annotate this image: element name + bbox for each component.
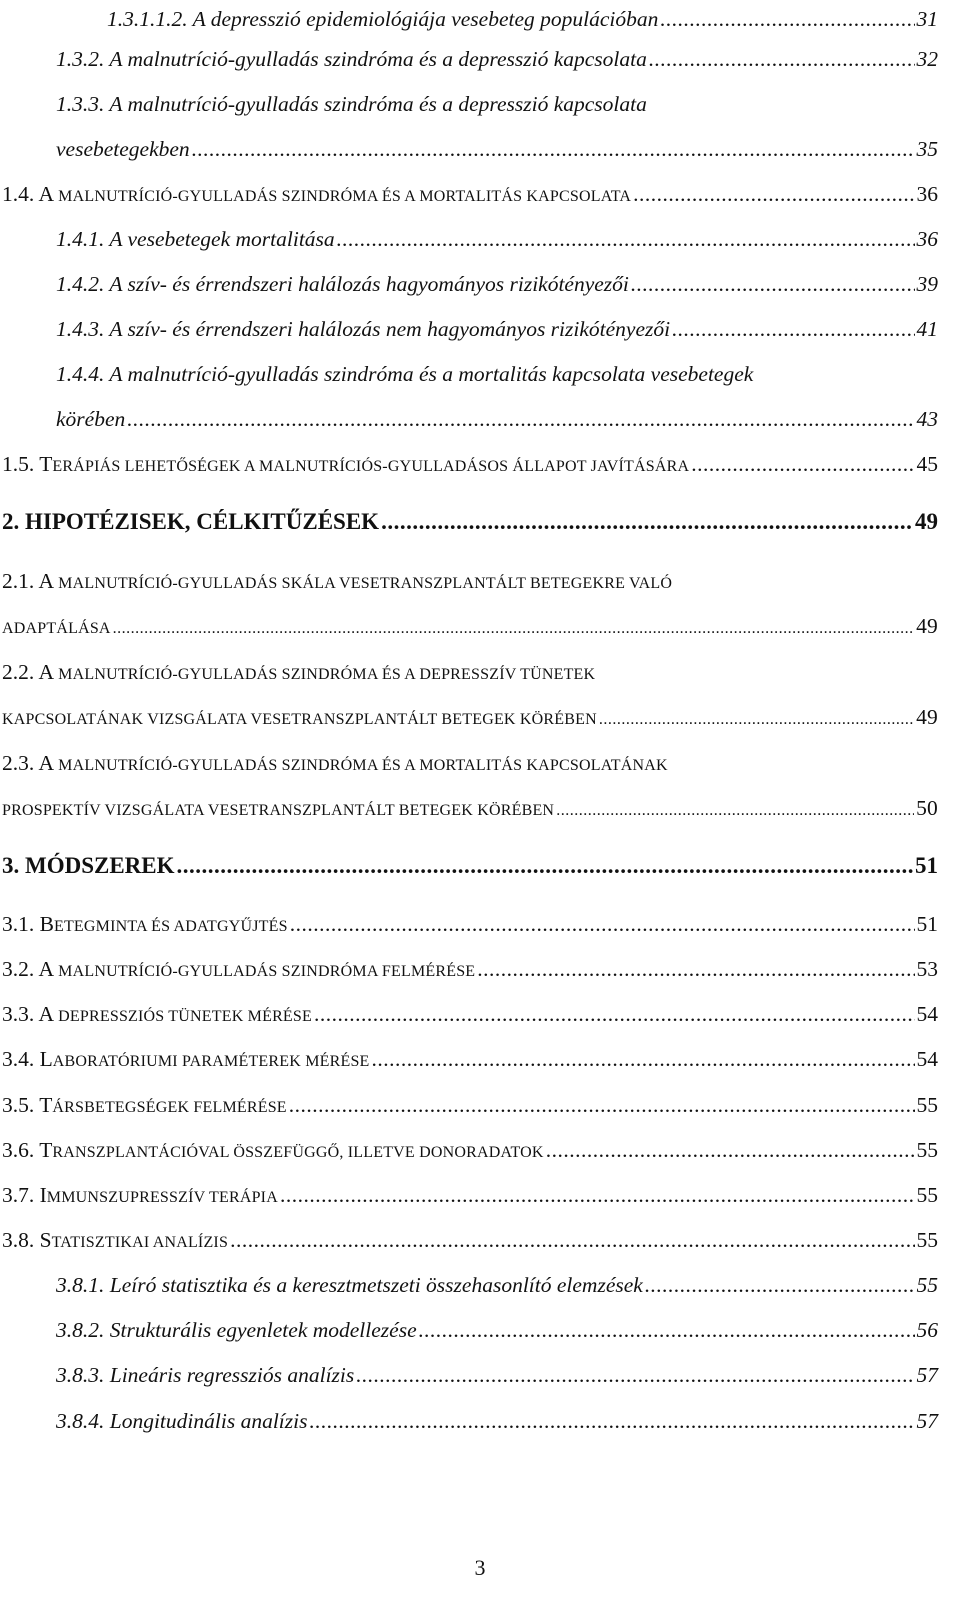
toc-entry[interactable]: körében ..... 43 xyxy=(56,402,938,436)
toc-entry[interactable]: 1.4.2. A szív- és érrendszeri halálozás hagyományos rizikótényezői ..... 39 xyxy=(56,267,938,301)
toc-entry-line1[interactable]: 1.3.3. A malnutríció-gyulladás szindróma és a depresszió kapcsolata xyxy=(56,92,647,116)
toc-entry[interactable]: 3.8.2. Strukturális egyenletek modellezése ..... 56 xyxy=(56,1313,938,1347)
toc-entry[interactable]: 3.2. A MALNUTRÍCIÓ-GYULLADÁS SZINDRÓMA FELMÉRÉSE ..... 53 xyxy=(2,952,938,986)
toc-chapter-entry[interactable]: 2. HIPOTÉZISEK, CÉLKITŰZÉSEK ..... 49 xyxy=(2,505,938,539)
toc-entry[interactable]: ADAPTÁLÁSA ..... 49 xyxy=(2,609,938,643)
toc-entry-line1[interactable]: 2.1. A MALNUTRÍCIÓ-GYULLADÁS SKÁLA VESETRANSZPLANTÁLT BETEGEKRE VALÓ xyxy=(2,569,673,593)
toc-entry[interactable]: 3.8.3. Lineáris regressziós analízis ..... 57 xyxy=(56,1358,938,1392)
toc-entry[interactable]: 1.4.3. A szív- és érrendszeri halálozás nem hagyományos rizikótényezői ..... 41 xyxy=(56,312,938,346)
toc-entry[interactable]: vesebetegekben ..... 35 xyxy=(56,132,938,166)
toc-chapter-entry[interactable]: 3. MÓDSZEREK ..... 51 xyxy=(2,849,938,883)
toc-entry[interactable]: 3.8.4. Longitudinális analízis ..... 57 xyxy=(56,1404,938,1438)
toc-entry[interactable]: 1.3.1.1.2. A depresszió epidemiológiája vesebeteg populációban ..... 31 xyxy=(107,2,938,36)
toc-entry[interactable]: 3.7. IMMUNSZUPRESSZÍV TERÁPIA ..... 55 xyxy=(2,1178,938,1212)
toc-entry[interactable]: 1.3.2. A malnutríció-gyulladás szindróma és a depresszió kapcsolata ..... 32 xyxy=(56,42,938,76)
toc-entry[interactable]: PROSPEKTÍV VIZSGÁLATA VESETRANSZPLANTÁLT BETEGEK KÖRÉBEN ..... 50 xyxy=(2,791,938,825)
toc-entry-line1[interactable]: 1.4.4. A malnutríció-gyulladás szindróma és a mortalitás kapcsolata vesebetegek xyxy=(56,362,754,386)
page-number: 3 xyxy=(474,1555,486,1580)
toc-entry-line1[interactable]: 2.2. A MALNUTRÍCIÓ-GYULLADÁS SZINDRÓMA ÉS A DEPRESSZÍV TÜNETEK xyxy=(2,660,596,684)
toc-entry[interactable]: 3.4. LABORATÓRIUMI PARAMÉTEREK MÉRÉSE ..... 54 xyxy=(2,1042,938,1076)
toc-entry[interactable]: 3.1. BETEGMINTA ÉS ADATGYŰJTÉS ..... 51 xyxy=(2,907,938,941)
toc-entry[interactable]: 3.3. A DEPRESSZIÓS TÜNETEK MÉRÉSE ..... 54 xyxy=(2,997,938,1031)
toc-entry[interactable]: 3.6. TRANSZPLANTÁCIÓVAL ÖSSZEFÜGGŐ, ILLETVE DONORADATOK ..... 55 xyxy=(2,1133,938,1167)
toc-entry[interactable]: 3.8.1. Leíró statisztika és a keresztmetszeti összehasonlító elemzések ..... 55 xyxy=(56,1268,938,1302)
toc-entry[interactable]: 1.4.1. A vesebetegek mortalitása ..... 36 xyxy=(56,222,938,256)
toc-entry[interactable]: 3.5. TÁRSBETEGSÉGEK FELMÉRÉSE ..... 55 xyxy=(2,1088,938,1122)
toc-entry[interactable]: 1.4. A MALNUTRÍCIÓ-GYULLADÁS SZINDRÓMA ÉS A MORTALITÁS KAPCSOLATA ..... 36 xyxy=(2,177,938,211)
toc-entry[interactable]: 3.8. STATISZTIKAI ANALÍZIS ..... 55 xyxy=(2,1223,938,1257)
toc-entry-line1[interactable]: 2.3. A MALNUTRÍCIÓ-GYULLADÁS SZINDRÓMA ÉS A MORTALITÁS KAPCSOLATÁNAK xyxy=(2,751,668,775)
toc-entry[interactable]: 1.5. TERÁPIÁS LEHETŐSÉGEK A MALNUTRÍCIÓS-GYULLADÁSOS ÁLLAPOT JAVÍTÁSÁRA ..... 45 xyxy=(2,447,938,481)
toc-entry[interactable]: KAPCSOLATÁNAK VIZSGÁLATA VESETRANSZPLANTÁLT BETEGEK KÖRÉBEN ..... 49 xyxy=(2,700,938,734)
